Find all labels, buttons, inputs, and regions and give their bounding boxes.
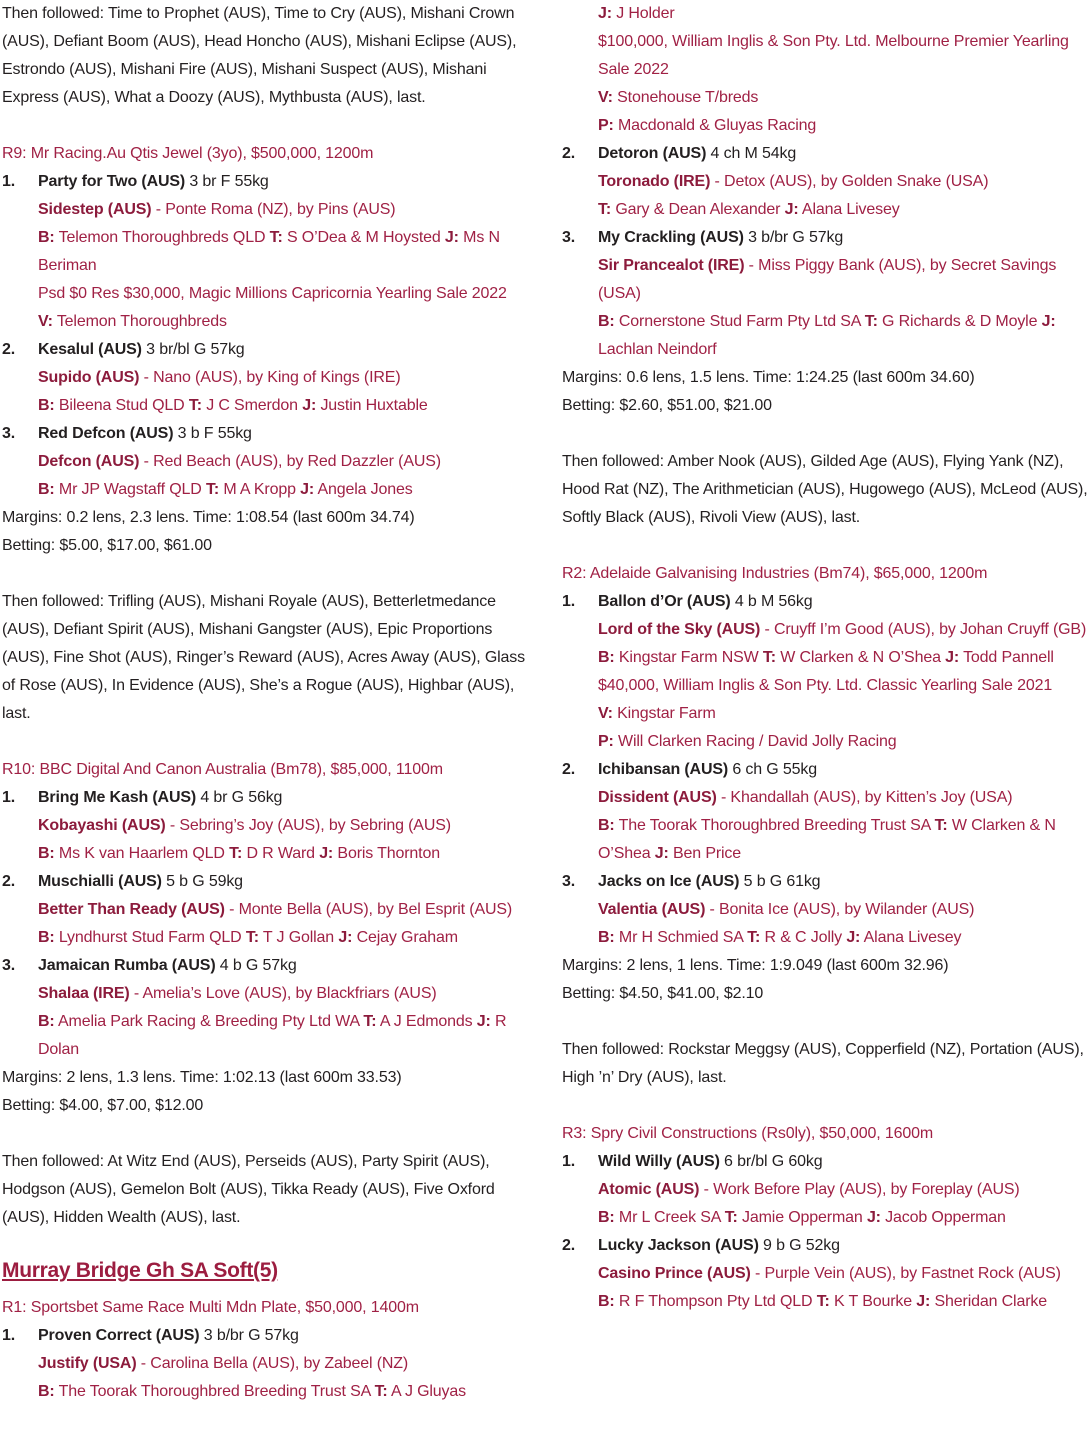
horse-name: Kesalul (AUS) <box>38 341 142 358</box>
detail-label: J: <box>338 929 353 946</box>
detail-label: Better Than Ready (AUS) <box>38 901 225 918</box>
detail-text: G Richards & D Moyle <box>877 313 1042 330</box>
runner-number: 3. <box>2 957 16 974</box>
detail-text: - Bonita Ice (AUS), by Wilander (AUS) <box>705 901 975 918</box>
horse-info: 5 b G 61kg <box>739 873 821 890</box>
horse-name: Bring Me Kash (AUS) <box>38 789 197 806</box>
race-title: R10: BBC Digital And Canon Australia (Bm78), $85,000, 1100m <box>2 761 443 778</box>
runner-detail <box>598 924 1088 952</box>
detail-label: T: <box>229 845 243 862</box>
section-heading[interactable]: Murray Bridge Gh SA Soft(5) <box>2 1259 278 1282</box>
detail-label: J: <box>1041 313 1056 330</box>
horse-name: Ichibansan (AUS) <box>598 761 729 778</box>
detail-label: J: <box>319 845 334 862</box>
detail-label: J: <box>654 845 669 862</box>
paragraph: Then followed: Amber Nook (AUS), Gilded Age (AUS), Flying Yank (NZ), Hood Rat (NZ), The Arithmetician (AUS), Hugowego (AUS), McLeod (AUS), Softly Black (AUS), Rivoli View (AUS), last. <box>562 453 1088 526</box>
detail-text: The Toorak Thoroughbred Breeding Trust SA <box>614 817 935 834</box>
detail-text: - Carolina Bella (AUS), by Zabeel (NZ) <box>136 1355 409 1372</box>
runner-body <box>598 224 1088 364</box>
runner-title <box>38 784 525 812</box>
detail-text: R F Thompson Pty Ltd QLD <box>614 1293 817 1310</box>
runner-detail <box>598 896 1088 924</box>
detail-text: - Monte Bella (AUS), by Bel Esprit (AUS) <box>224 901 513 918</box>
runner-detail <box>598 672 1088 700</box>
paragraph: Then followed: Rockstar Meggsy (AUS), Copperfield (NZ), Portation (AUS), High ’n’ Dry (AUS), last. <box>562 1041 1084 1086</box>
detail-label: B: <box>38 1013 55 1030</box>
detail-text: - Miss Piggy Bank (AUS), by Secret Savings (USA) <box>598 257 1057 302</box>
detail-text: Alana Livesey <box>798 201 900 218</box>
horse-name: Muschialli (AUS) <box>38 873 162 890</box>
runner-body <box>598 1232 1088 1316</box>
detail-label: Toronado (IRE) <box>598 173 711 190</box>
detail-text: A J Edmonds <box>376 1013 477 1030</box>
detail-text: Ms N Beriman <box>38 229 500 274</box>
runner-body <box>598 868 1088 952</box>
runner-item <box>2 168 525 336</box>
runner-item <box>2 1322 525 1406</box>
detail-label: T: <box>724 1209 738 1226</box>
detail-text: Amelia Park Racing & Breeding Pty Ltd WA <box>54 1013 364 1030</box>
runner-item <box>562 1232 1088 1316</box>
runner-number: 1. <box>562 593 576 610</box>
detail-text: W Clarken & N O’Shea <box>775 649 946 666</box>
detail-label: V: <box>598 705 613 722</box>
paragraph: Margins: 0.2 lens, 2.3 lens. Time: 1:08.54 (last 600m 34.74) <box>2 509 415 526</box>
runner-number: 1. <box>2 1327 16 1344</box>
runner-body <box>38 336 525 420</box>
horse-info: 3 b/br G 57kg <box>743 229 844 246</box>
horse-info: 6 ch G 55kg <box>728 761 817 778</box>
horse-name: Ballon d’Or (AUS) <box>598 593 731 610</box>
detail-text: D R Ward <box>242 845 320 862</box>
detail-label: T: <box>762 649 776 666</box>
runner-body <box>598 588 1088 756</box>
horse-name: Detoron (AUS) <box>598 145 707 162</box>
detail-label: J: <box>945 649 960 666</box>
column-left <box>2 0 525 1406</box>
runner-body <box>598 140 1088 224</box>
detail-text: - Amelia’s Love (AUS), by Blackfriars (AUS) <box>129 985 437 1002</box>
detail-text: Mr H Schmied SA <box>614 929 748 946</box>
runner-detail <box>598 308 1088 364</box>
detail-text: Alana Livesey <box>860 929 962 946</box>
detail-text: Sheridan Clarke <box>930 1293 1047 1310</box>
detail-text: - Red Beach (AUS), by Red Dazzler (AUS) <box>139 453 441 470</box>
runner-number <box>562 0 598 140</box>
detail-label: Casino Prince (AUS) <box>598 1265 751 1282</box>
horse-info: 5 b G 59kg <box>161 873 243 890</box>
horse-info: 3 br F 55kg <box>185 173 269 190</box>
detail-text: Kingstar Farm <box>612 705 716 722</box>
runner-detail <box>598 168 1088 196</box>
detail-text: Cejay Graham <box>352 929 458 946</box>
runner-detail <box>38 448 525 476</box>
detail-label: B: <box>598 929 615 946</box>
detail-text: Gary & Dean Alexander <box>611 201 785 218</box>
runner-detail <box>598 644 1088 672</box>
runner-item <box>562 756 1088 868</box>
runner-detail <box>38 196 525 224</box>
detail-label: B: <box>38 845 55 862</box>
paragraph: Then followed: At Witz End (AUS), Perseids (AUS), Party Spirit (AUS), Hodgson (AUS), Gemelon Bolt (AUS), Tikka Ready (AUS), Five Oxford (AUS), Hidden Wealth (AUS), last. <box>2 1153 495 1226</box>
detail-text: Lyndhurst Stud Farm QLD <box>54 929 246 946</box>
runner-title <box>598 1232 1088 1260</box>
runner-detail <box>38 1008 525 1064</box>
detail-text: - Nano (AUS), by King of Kings (IRE) <box>139 369 401 386</box>
runner-item <box>562 588 1088 756</box>
runner-item <box>2 784 525 868</box>
runner-detail <box>38 392 525 420</box>
runner-number: 3. <box>562 229 576 246</box>
detail-text: Macdonald & Gluyas Racing <box>613 117 817 134</box>
detail-text: Justin Huxtable <box>316 397 428 414</box>
paragraph: Margins: 2 lens, 1 lens. Time: 1:9.049 (last 600m 32.96) <box>562 957 949 974</box>
detail-text: - Sebring’s Joy (AUS), by Sebring (AUS) <box>165 817 451 834</box>
detail-text: - Cruyff I’m Good (AUS), by Johan Cruyff (GB) <box>760 621 1087 638</box>
runner-detail <box>38 364 525 392</box>
runner-body <box>598 1148 1088 1232</box>
race-title: R2: Adelaide Galvanising Industries (Bm74), $65,000, 1200m <box>562 565 988 582</box>
runner-item <box>2 952 525 1064</box>
runner-item <box>562 1148 1088 1232</box>
race-title: R9: Mr Racing.Au Qtis Jewel (3yo), $500,000, 1200m <box>2 145 374 162</box>
horse-name: Party for Two (AUS) <box>38 173 186 190</box>
runner-detail <box>598 1176 1088 1204</box>
runner-body <box>38 1322 525 1406</box>
runner-detail <box>598 1204 1088 1232</box>
detail-text: Mr L Creek SA <box>614 1209 725 1226</box>
detail-text: Boris Thornton <box>333 845 440 862</box>
runner-number: 2. <box>562 761 576 778</box>
paragraph: Betting: $4.50, $41.00, $2.10 <box>562 985 764 1002</box>
detail-label: J: <box>916 1293 931 1310</box>
horse-name: Jacks on Ice (AUS) <box>598 873 740 890</box>
runner-detail <box>598 784 1088 812</box>
detail-label: Lord of the Sky (AUS) <box>598 621 761 638</box>
runner-detail <box>38 1378 525 1406</box>
detail-label: B: <box>38 481 55 498</box>
runner-title <box>38 336 525 364</box>
detail-label: Dissident (AUS) <box>598 789 717 806</box>
race-title: R1: Sportsbet Same Race Multi Mdn Plate, $50,000, 1400m <box>2 1299 419 1316</box>
detail-label: P: <box>598 733 614 750</box>
detail-text: Bileena Stud QLD <box>54 397 189 414</box>
horse-name: Red Defcon (AUS) <box>38 425 174 442</box>
detail-text: - Ponte Roma (NZ), by Pins (AUS) <box>151 201 396 218</box>
detail-label: J: <box>846 929 861 946</box>
paragraph: Betting: $2.60, $51.00, $21.00 <box>562 397 772 414</box>
runner-detail <box>38 924 525 952</box>
detail-label: T: <box>269 229 283 246</box>
detail-text: S O’Dea & M Hoysted <box>282 229 445 246</box>
runner-detail <box>38 308 525 336</box>
runner-item <box>562 224 1088 364</box>
horse-name: Lucky Jackson (AUS) <box>598 1237 759 1254</box>
detail-label: J: <box>598 5 612 22</box>
horse-info: 3 br/bl G 57kg <box>141 341 245 358</box>
runner-number: 1. <box>2 789 16 806</box>
detail-label: J: <box>444 229 459 246</box>
runner-body <box>598 0 1088 140</box>
runner-body <box>38 952 525 1064</box>
detail-text: K T Bourke <box>829 1293 917 1310</box>
runner-detail <box>598 1260 1088 1288</box>
detail-label: T: <box>816 1293 830 1310</box>
runner-detail <box>38 1350 525 1378</box>
detail-label: B: <box>598 313 615 330</box>
runner-body <box>38 784 525 868</box>
detail-label: P: <box>598 117 614 134</box>
horse-info: 6 br/bl G 60kg <box>719 1153 823 1170</box>
detail-label: Kobayashi (AUS) <box>38 817 166 834</box>
runner-continuation <box>562 0 1088 140</box>
detail-label: T: <box>598 201 612 218</box>
runner-detail <box>598 84 1088 112</box>
runner-detail <box>598 196 1088 224</box>
detail-label: V: <box>598 89 613 106</box>
runner-body <box>598 756 1088 868</box>
runner-item <box>2 868 525 952</box>
horse-info: 4 ch M 54kg <box>706 145 797 162</box>
detail-label: B: <box>38 229 55 246</box>
runner-title <box>598 756 1088 784</box>
runner-detail <box>598 112 1088 140</box>
detail-label: B: <box>598 817 615 834</box>
detail-label: V: <box>38 313 53 330</box>
runner-detail <box>598 700 1088 728</box>
runner-detail <box>598 0 1088 28</box>
detail-label: T: <box>245 929 259 946</box>
horse-name: Wild Willy (AUS) <box>598 1153 720 1170</box>
detail-text: Psd $0 Res $30,000, Magic Millions Capricornia Yearling Sale 2022 <box>38 285 507 302</box>
detail-text: A J Gluyas <box>387 1383 466 1400</box>
detail-text: $40,000, William Inglis & Son Pty. Ltd. Classic Yearling Sale 2021 <box>598 677 1053 694</box>
detail-text: M A Kropp <box>219 481 301 498</box>
runner-number: 3. <box>2 425 16 442</box>
detail-label: Sidestep (AUS) <box>38 201 152 218</box>
detail-label: T: <box>363 1013 377 1030</box>
horse-info: 4 b G 57kg <box>215 957 297 974</box>
detail-label: B: <box>38 1383 55 1400</box>
detail-text: Ben Price <box>668 845 742 862</box>
detail-text: Cornerstone Stud Farm Pty Ltd SA <box>614 313 865 330</box>
horse-name: Proven Correct (AUS) <box>38 1327 200 1344</box>
runner-number: 3. <box>562 873 576 890</box>
detail-label: J: <box>784 201 799 218</box>
detail-text: - Purple Vein (AUS), by Fastnet Rock (AUS) <box>750 1265 1061 1282</box>
runner-item <box>562 140 1088 224</box>
detail-text: $100,000, William Inglis & Son Pty. Ltd. Melbourne Premier Yearling Sale 2022 <box>598 33 1069 78</box>
paragraph: Then followed: Trifling (AUS), Mishani Royale (AUS), Betterletmedance (AUS), Defiant Spirit (AUS), Mishani Gangster (AUS), Epic Proportions (AUS), Fine Shot (AUS), Ringer’s Reward (AUS), Acres Away (AUS), Glass of Rose (AUS), In Evidence (AUS), She’s a Rogue (AUS), Highbar (AUS), last. <box>2 593 525 722</box>
detail-text: - Work Before Play (AUS), by Foreplay (AUS) <box>699 1181 1020 1198</box>
paragraph: Betting: $4.00, $7.00, $12.00 <box>2 1097 204 1114</box>
runner-detail <box>598 728 1088 756</box>
runner-title <box>598 868 1088 896</box>
detail-label: Sir Prancealot (IRE) <box>598 257 745 274</box>
detail-label: J: <box>866 1209 881 1226</box>
horse-info: 9 b G 52kg <box>758 1237 840 1254</box>
runner-title <box>598 1148 1088 1176</box>
detail-text: Jacob Opperman <box>880 1209 1006 1226</box>
runner-body <box>38 868 525 952</box>
detail-text: Telemon Thoroughbreds <box>52 313 227 330</box>
detail-text: Stonehouse T/breds <box>612 89 759 106</box>
detail-label: Defcon (AUS) <box>38 453 140 470</box>
detail-text: The Toorak Thoroughbred Breeding Trust SA <box>54 1383 375 1400</box>
horse-info: 3 b/br G 57kg <box>199 1327 299 1344</box>
runner-detail <box>38 224 525 280</box>
detail-text: Will Clarken Racing / David Jolly Racing <box>613 733 897 750</box>
detail-label: Supido (AUS) <box>38 369 140 386</box>
detail-text: - Detox (AUS), by Golden Snake (USA) <box>710 173 989 190</box>
runner-detail <box>598 812 1088 868</box>
detail-text: - Khandallah (AUS), by Kitten’s Joy (USA) <box>716 789 1013 806</box>
detail-text: Ms K van Haarlem QLD <box>54 845 230 862</box>
detail-label: Justify (USA) <box>38 1355 137 1372</box>
runner-number: 1. <box>2 173 16 190</box>
runner-title <box>38 868 525 896</box>
detail-text: Lachlan Neindorf <box>598 341 717 358</box>
runner-detail <box>598 616 1088 644</box>
detail-text: Angela Jones <box>314 481 413 498</box>
paragraph: Betting: $5.00, $17.00, $61.00 <box>2 537 212 554</box>
detail-text: R & C Jolly <box>760 929 847 946</box>
detail-text: T J Gollan <box>258 929 339 946</box>
race-title: R3: Spry Civil Constructions (Rs0ly), $50,000, 1600m <box>562 1125 934 1142</box>
runner-number: 2. <box>562 145 576 162</box>
detail-label: Shalaa (IRE) <box>38 985 130 1002</box>
paragraph: Margins: 0.6 lens, 1.5 lens. Time: 1:24.25 (last 600m 34.60) <box>562 369 975 386</box>
detail-text: J Holder <box>611 5 675 22</box>
detail-label: T: <box>374 1383 388 1400</box>
runner-title <box>598 224 1088 252</box>
runner-detail <box>38 896 525 924</box>
horse-info: 4 b M 56kg <box>730 593 813 610</box>
runner-title <box>38 168 525 196</box>
detail-text: Mr JP Wagstaff QLD <box>54 481 207 498</box>
detail-text: Kingstar Farm NSW <box>614 649 763 666</box>
runner-title <box>598 140 1088 168</box>
horse-info: 4 br G 56kg <box>196 789 283 806</box>
detail-text: Jamie Opperman <box>737 1209 867 1226</box>
runner-title <box>38 420 525 448</box>
horse-info: 3 b F 55kg <box>173 425 252 442</box>
runner-detail <box>38 840 525 868</box>
detail-text: R Dolan <box>38 1013 507 1058</box>
runner-body <box>38 420 525 504</box>
detail-label: Valentia (AUS) <box>598 901 706 918</box>
runner-number: 2. <box>2 873 16 890</box>
detail-label: B: <box>38 929 55 946</box>
runner-item <box>2 420 525 504</box>
detail-label: B: <box>598 1293 615 1310</box>
detail-label: J: <box>302 397 317 414</box>
runner-item <box>2 336 525 420</box>
detail-label: T: <box>864 313 878 330</box>
runner-number: 2. <box>2 341 16 358</box>
paragraph: Margins: 2 lens, 1.3 lens. Time: 1:02.13 (last 600m 33.53) <box>2 1069 402 1086</box>
runner-title <box>38 952 525 980</box>
detail-label: T: <box>934 817 948 834</box>
detail-label: B: <box>38 397 55 414</box>
detail-text: Todd Pannell <box>959 649 1054 666</box>
runner-number: 1. <box>562 1153 576 1170</box>
runner-number: 2. <box>562 1237 576 1254</box>
detail-label: Atomic (AUS) <box>598 1181 700 1198</box>
runner-detail <box>38 812 525 840</box>
detail-label: T: <box>188 397 202 414</box>
runner-detail <box>38 280 525 308</box>
detail-label: B: <box>598 1209 615 1226</box>
detail-text: Telemon Thoroughbreds QLD <box>54 229 270 246</box>
runner-title <box>38 1322 525 1350</box>
runner-title <box>598 588 1088 616</box>
runner-body <box>38 168 525 336</box>
runner-item <box>562 868 1088 952</box>
runner-detail <box>38 476 525 504</box>
detail-label: T: <box>206 481 220 498</box>
runner-detail <box>598 1288 1088 1316</box>
detail-label: J: <box>476 1013 491 1030</box>
runner-detail <box>598 252 1088 308</box>
runner-detail <box>38 980 525 1008</box>
detail-label: T: <box>747 929 761 946</box>
detail-label: J: <box>300 481 315 498</box>
runner-detail <box>598 28 1088 84</box>
detail-label: B: <box>598 649 615 666</box>
paragraph: Then followed: Time to Prophet (AUS), Time to Cry (AUS), Mishani Crown (AUS), Defiant Boom (AUS), Head Honcho (AUS), Mishani Eclipse (AUS), Estrondo (AUS), Mishani Fire (AUS), Mishani Suspect (AUS), Mishani Express (AUS), What a Doozy (AUS), Mythbusta (AUS), last. <box>2 5 517 106</box>
detail-text: J C Smerdon <box>201 397 303 414</box>
horse-name: Jamaican Rumba (AUS) <box>38 957 216 974</box>
detail-text: W Clarken & N O’Shea <box>598 817 1056 862</box>
column-right <box>562 0 1088 1406</box>
horse-name: My Crackling (AUS) <box>598 229 744 246</box>
